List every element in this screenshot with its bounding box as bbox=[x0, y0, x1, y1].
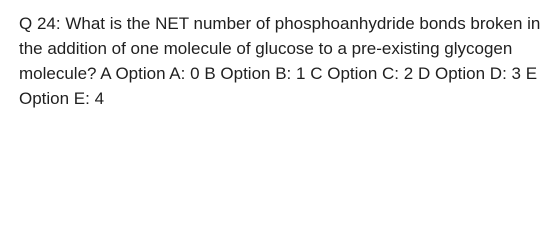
option-letter: E bbox=[525, 64, 538, 83]
question-number: Q 24: bbox=[19, 14, 61, 33]
option-c bbox=[310, 64, 413, 83]
option-value: 4 bbox=[94, 89, 105, 108]
option-letter: B bbox=[204, 64, 216, 83]
option-label: Option E: bbox=[19, 89, 90, 108]
question-block bbox=[0, 0, 558, 111]
option-b bbox=[204, 64, 305, 83]
option-a bbox=[100, 64, 199, 83]
option-label: Option D: bbox=[434, 64, 507, 83]
option-letter: A bbox=[100, 64, 111, 83]
option-label: Option A: bbox=[115, 64, 186, 83]
option-value: 0 bbox=[190, 64, 200, 83]
option-label: Option B: bbox=[220, 64, 292, 83]
option-letter: C bbox=[310, 64, 323, 83]
option-value: 3 bbox=[511, 64, 521, 83]
option-value: 1 bbox=[296, 64, 306, 83]
question-text: What is the NET number of phosphoanhydride bonds broken in the addition of one molecule of glucose to a pre-existing glycogen molecule? bbox=[19, 14, 541, 83]
option-label: Option C: bbox=[327, 64, 400, 83]
option-value: 2 bbox=[403, 64, 414, 83]
option-d bbox=[418, 64, 521, 83]
option-letter: D bbox=[417, 64, 431, 83]
